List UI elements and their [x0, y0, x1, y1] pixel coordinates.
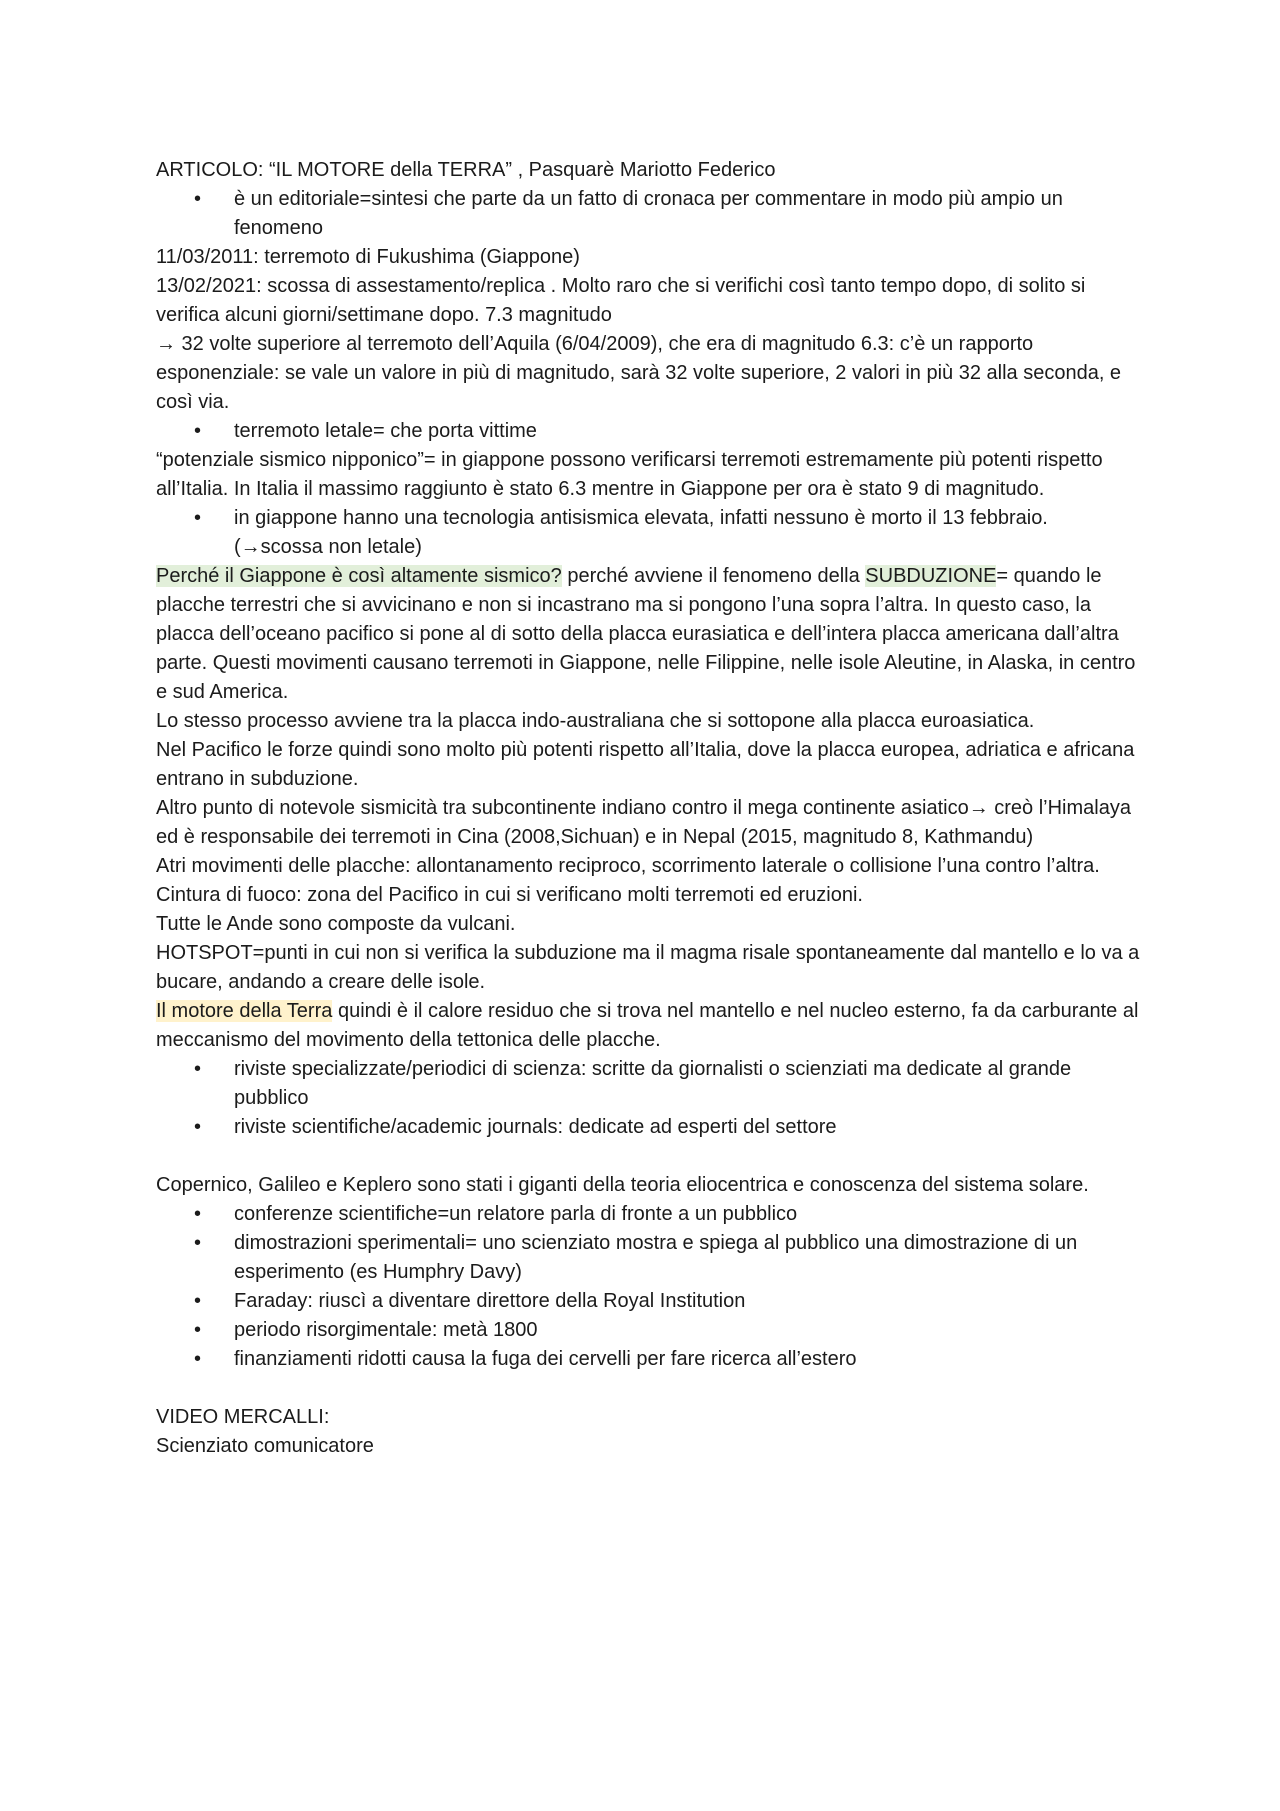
bullet-list: [156, 185, 1140, 243]
paragraph: “potenziale sismico nipponico”= in giappone possono verificarsi terremoti estremamente più potenti rispetto all’Italia. In Italia il massimo raggiunto è stato 6.3 mentre in Giappone per ora è stato 9 di magnitudo.: [156, 449, 1103, 500]
paragraph-text: quindi è il calore residuo che si trova nel mantello e nel nucleo esterno, fa da carburante al meccanismo del movimento della tettonica delle placche.: [156, 1000, 1139, 1051]
bullet-item: • periodo risorgimentale: metà 1800: [234, 1316, 1140, 1345]
paragraph: Nel Pacifico le forze quindi sono molto più potenti rispetto all’Italia, dove la placca europea, adriatica e africana entrano in subduzione.: [156, 739, 1135, 790]
paragraph: Tutte le Ande sono composte da vulcani.: [156, 913, 516, 935]
subduzione-paragraph: [156, 562, 1140, 707]
motore-paragraph: [156, 997, 1140, 1055]
paragraph: Copernico, Galileo e Keplero sono stati i giganti della teoria eliocentrica e conoscenza del sistema solare.: [156, 1174, 1089, 1196]
bullet-item: • terremoto letale= che porta vittime: [234, 417, 1140, 446]
paragraph: Scienziato comunicatore: [156, 1435, 374, 1457]
bullet-list: [156, 1200, 1140, 1374]
highlighted-phrase: Il motore della Terra: [156, 1000, 333, 1022]
bullet-item: • in giappone hanno una tecnologia antisismica elevata, infatti nessuno è morto il 13 febbraio. (→scossa non letale): [234, 504, 1140, 562]
section-heading: VIDEO MERCALLI:: [156, 1406, 330, 1428]
paragraph: Cintura di fuoco: zona del Pacifico in cui si verificano molti terremoti ed eruzioni.: [156, 884, 863, 906]
highlighted-question: Perché il Giappone è così altamente sismico?: [156, 565, 562, 587]
bullet-item: • finanziamenti ridotti causa la fuga dei cervelli per fare ricerca all’estero: [234, 1345, 1140, 1374]
bullet-item: • è un editoriale=sintesi che parte da un fatto di cronaca per commentare in modo più ampio un fenomeno: [234, 185, 1140, 243]
paragraph-text: = quando le placche terrestri che si avvicinano e non si incastrano ma si pongono l’una sopra l’altra. In questo caso, la placca dell’oceano pacifico si pone al di sotto della placca eurasiatica e dell’intera placca americana dall’altra parte. Questi movimenti causano terremoti in Giappone, nelle Filippine, nelle isole Aleutine, in Alaska, in centro e sud America.: [156, 565, 1136, 703]
paragraph: Altro punto di notevole sismicità tra subcontinente indiano contro il mega continente asiatico→ creò l’Himalaya ed è responsabile dei terremoti in Cina (2008,Sichuan) e in Nepal (2015, magnitudo 8, Kathmandu): [156, 797, 1131, 848]
blank-line: [156, 1142, 1140, 1171]
paragraph: 13/02/2021: scossa di assestamento/replica . Molto raro che si verifichi così tanto tempo dopo, di solito si verifica alcuni giorni/settimane dopo. 7.3 magnitudo: [156, 275, 1086, 326]
article-title: ARTICOLO: “IL MOTORE della TERRA” , Pasquarè Mariotto Federico: [156, 159, 776, 181]
paragraph: → 32 volte superiore al terremoto dell’Aquila (6/04/2009), che era di magnitudo 6.3: c’è un rapporto esponenziale: se vale un valore in più di magnitudo, sarà 32 volte superiore, 2 valori in più 32 alla seconda, e così via.: [156, 333, 1122, 413]
bullet-list: [156, 417, 1140, 446]
blank-line: [156, 1374, 1140, 1403]
bullet-item: • riviste specializzate/periodici di scienza: scritte da giornalisti o scienziati ma dedicate al grande pubblico: [234, 1055, 1140, 1113]
paragraph: Atri movimenti delle placche: allontanamento reciproco, scorrimento laterale o collisione l’una contro l’altra.: [156, 855, 1100, 877]
bullet-item: • riviste scientifiche/academic journals: dedicate ad esperti del settore: [234, 1113, 1140, 1142]
bullet-list: [156, 504, 1140, 562]
highlighted-keyword: SUBDUZIONE: [865, 565, 997, 587]
paragraph: 11/03/2011: terremoto di Fukushima (Giappone): [156, 246, 580, 268]
bullet-item: • dimostrazioni sperimentali= uno scienziato mostra e spiega al pubblico una dimostrazione di un esperimento (es Humphry Davy): [234, 1229, 1140, 1287]
paragraph: HOTSPOT=punti in cui non si verifica la subduzione ma il magma risale spontaneamente dal mantello e lo va a bucare, andando a creare delle isole.: [156, 942, 1140, 993]
bullet-item: • Faraday: riuscì a diventare direttore della Royal Institution: [234, 1287, 1140, 1316]
bullet-list: [156, 1055, 1140, 1142]
paragraph: Lo stesso processo avviene tra la placca indo-australiana che si sottopone alla placca euroasiatica.: [156, 710, 1035, 732]
bullet-item: • conferenze scientifiche=un relatore parla di fronte a un pubblico: [234, 1200, 1140, 1229]
paragraph-text: perché avviene il fenomeno della: [561, 565, 866, 587]
